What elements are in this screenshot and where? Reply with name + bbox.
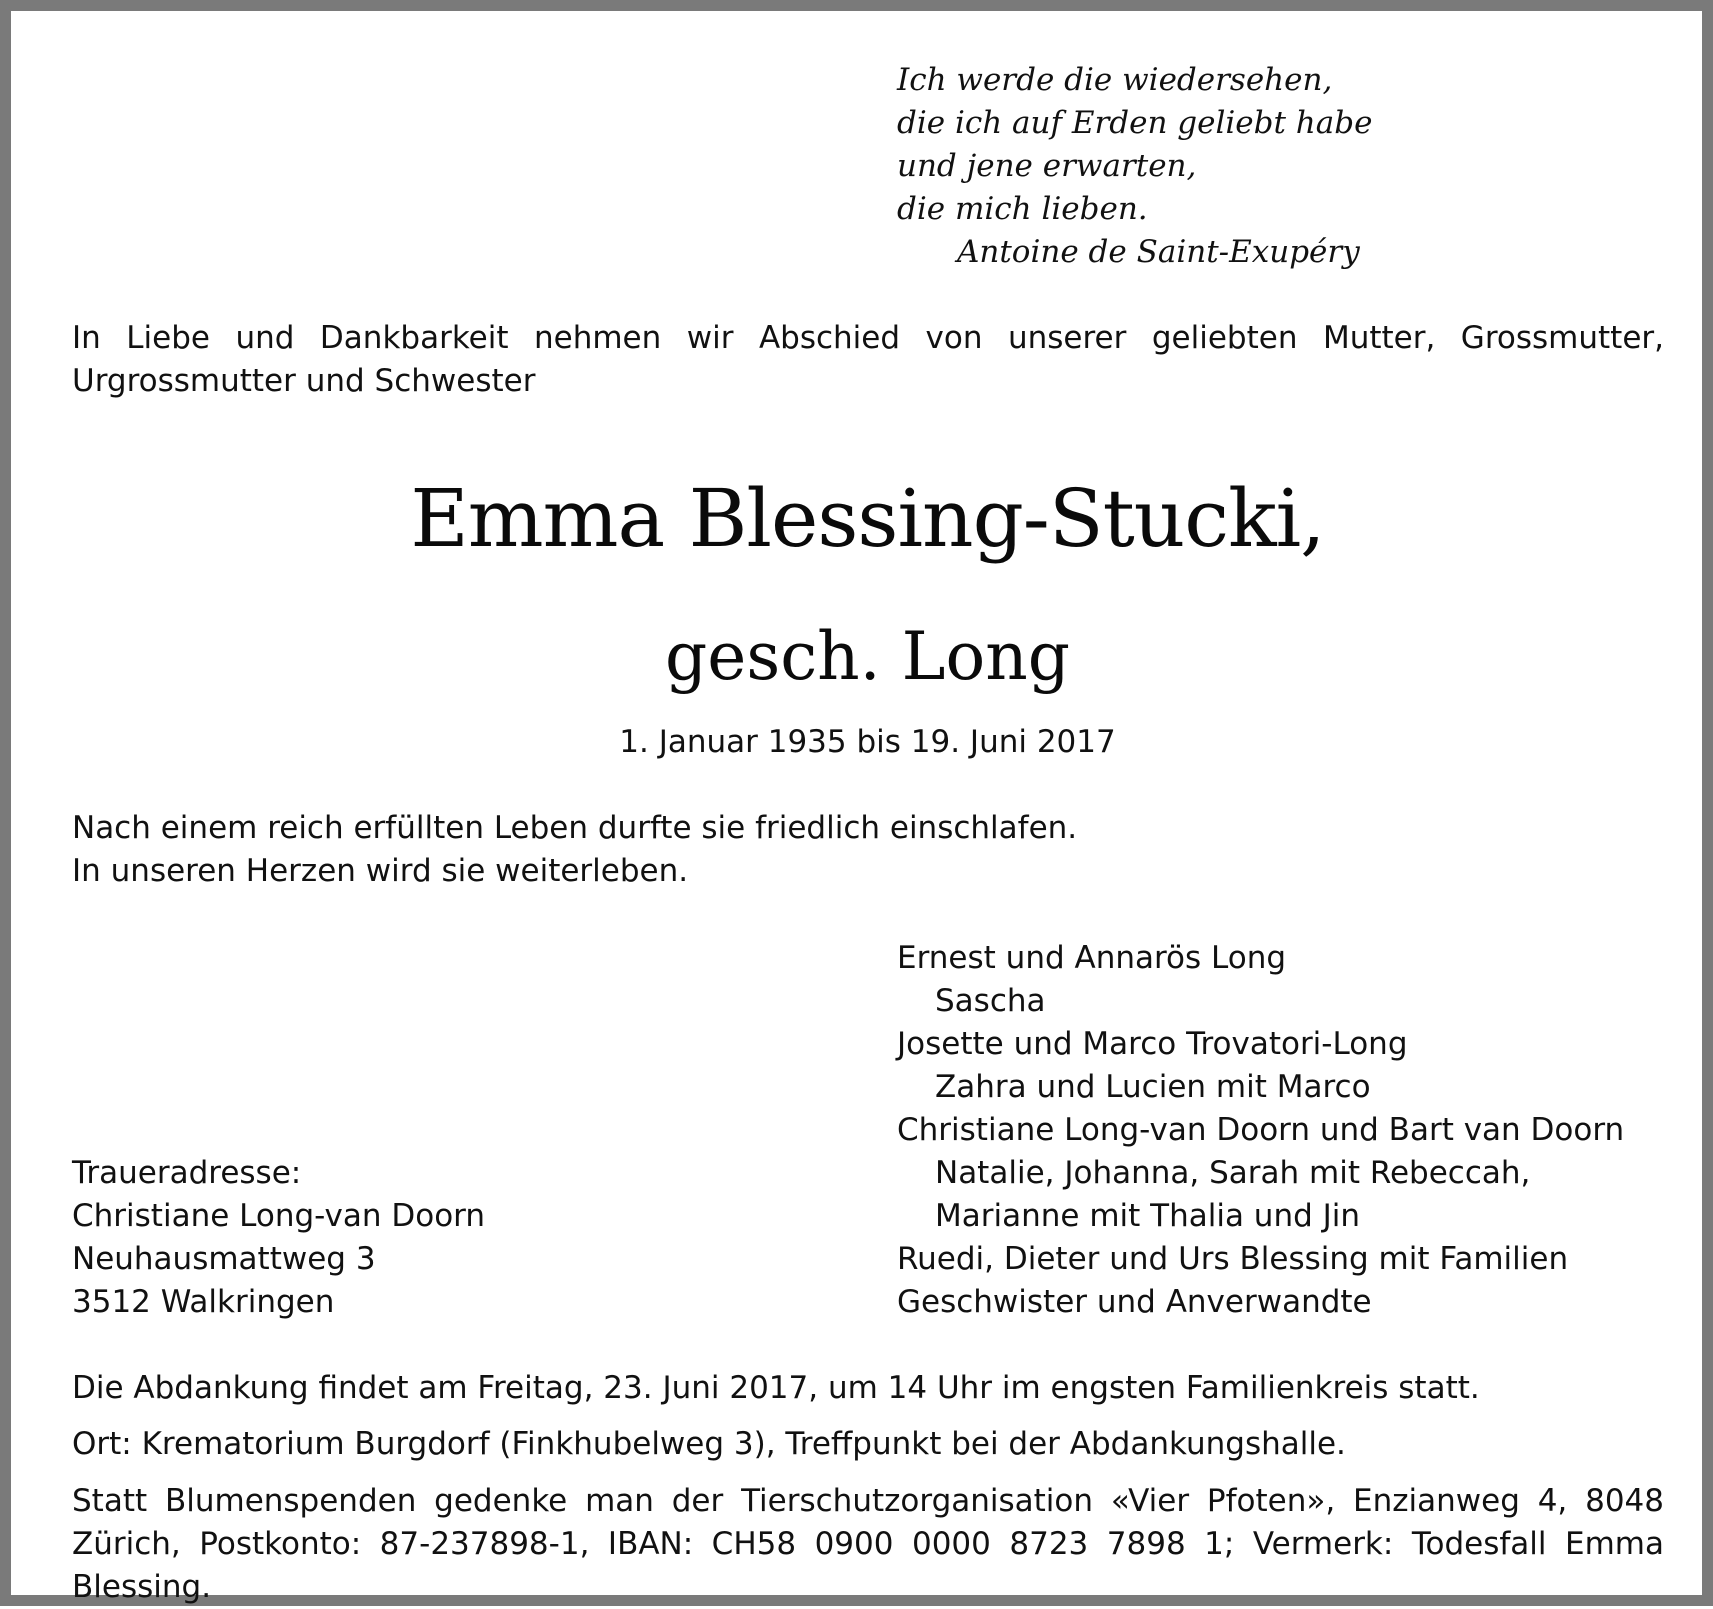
address-name: Christiane Long-van Doorn [72,1198,486,1234]
family-member: Josette und Marco Trovatori-Long [897,1026,1408,1062]
quote-line: die mich lieben. [897,191,1148,227]
donation-note: Statt Blumenspenden gedenke man der Tierschutzorganisation «Vier Pfoten», Enzianweg 4, 8048 Zürich, Postkonto: 87-237898-1, IBAN: CH58 0900 0000 8723 7898 1; Vermerk: Todesfall Emma Blessing. [72,1483,1664,1605]
tribute-text [72,807,1077,893]
quote-author: Antoine de Saint-Exupéry [957,234,1360,270]
family-member: Ernest und Annarös Long [897,940,1287,976]
address-label: Traueradresse: [72,1155,302,1191]
life-dates: 1. Januar 1935 bis 19. Juni 2017 [619,724,1116,760]
former-name: gesch. Long [665,618,1070,695]
family-member: Ruedi, Dieter und Urs Blessing mit Familien [897,1241,1569,1277]
service-announcement: Die Abdankung findet am Freitag, 23. Juni 2017, um 14 Uhr im engsten Familienkreis statt. [72,1370,1480,1406]
quote-line: Ich werde die wiedersehen, [897,62,1333,98]
address-street: Neuhausmattweg 3 [72,1241,376,1277]
mourning-address [72,1152,485,1324]
family-member: Marianne mit Thalia und Jin [935,1198,1361,1234]
quote-line: die ich auf Erden geliebt habe [897,105,1373,141]
deceased-name: Emma Blessing-Stucki, [410,472,1325,565]
family-list [897,937,1624,1324]
epigraph-quote [897,59,1372,274]
family-member: Zahra und Lucien mit Marco [935,1069,1371,1105]
service-location: Ort: Krematorium Burgdorf (Finkhubelweg 3), Treffpunkt bei der Abdankungshalle. [72,1426,1346,1462]
tribute-line: Nach einem reich erfüllten Leben durfte sie friedlich einschlafen. [72,810,1078,846]
intro-text: In Liebe und Dankbarkeit nehmen wir Abschied von unserer geliebten Mutter, Grossmutter, Urgrossmutter und Schwester [72,320,1664,399]
family-member: Natalie, Johanna, Sarah mit Rebeccah, [935,1155,1531,1191]
family-member: Sascha [935,983,1046,1019]
family-member: Christiane Long-van Doorn und Bart van Doorn [897,1112,1625,1148]
tribute-line: In unseren Herzen wird sie weiterleben. [72,853,689,889]
quote-line: und jene erwarten, [897,148,1197,184]
family-member: Geschwister und Anverwandte [897,1284,1372,1320]
address-city: 3512 Walkringen [72,1284,335,1320]
